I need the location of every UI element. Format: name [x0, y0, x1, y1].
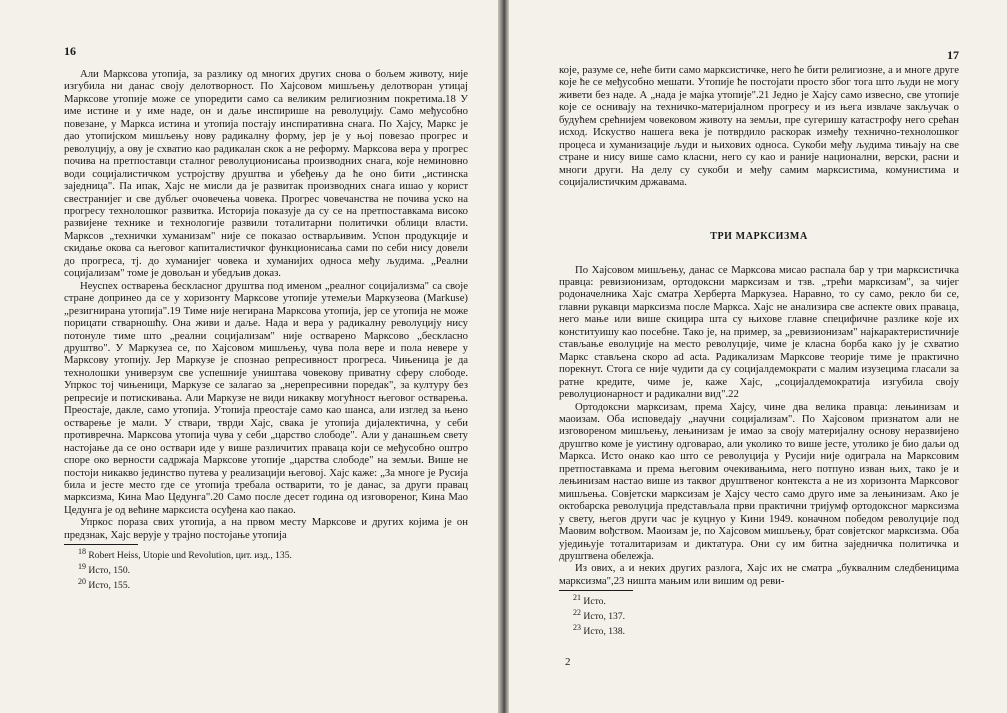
paragraph: Из ових, а и неких других разлога, Хајс их не сматра „буквалним следбеницима марксизма",23 ништа мањим или вишим од реви- — [559, 562, 959, 587]
book-spine — [498, 0, 509, 713]
footnote: $^{19}$ Исто, 150. — [78, 562, 131, 577]
footnote: $^{18}$ Robert Heiss, Utopie und Revolution, цит. изд., 135. — [78, 547, 292, 562]
footnote: $^{23}$ Исто, 138. — [573, 622, 626, 638]
footnote: $^{22}$ Исто, 137. — [573, 608, 626, 623]
paragraph: Ортодоксни марксизам, према Хајсу, чине два велика правца: лењинизам и маоизам. Оба исповедају „научни социјализам". По Хајсовом признатом али не изговореном мишљењу, лењинизам је имао за своју материјалну основу неразвијено друштво коме је уистину одговарао, али уколико то више јесте, утолико је био даљи од Маркса. Исто онако као што се револуција у Русији није одиграла на Марксовим претпоставкама и према његовим очекивањима, него потпуно изван њих, тако је и лењинизам настао више из таквог друштвеног контекста а не из хоризонта Марксовог мишљења. Совјетски марксизам је Хајсу често само друго име за лењинизам. Ако је октобарска револуција представљала први практични тријумф ортодоксног марксизма у свету, његов други час је куцнуо у Кини 1949. коначном победом револуције под Маовим вођством. Маоизам је, по Хајсовом мишљењу, брат совјетског марксизма. Оба уједињује тоталитаризам и диктатура. Они су им битна заједничка политичка и друштвена обележја. — [559, 400, 959, 562]
right-page — [509, 0, 1007, 713]
paragraph: По Хајсовом мишљењу, данас се Марксова мисао распала бар у три марксистичка правца: ревизионизам, ортодоксни марксизам и тзв. „трећи марксизам", за чијег родоначелника Хајс сматра Херберта Маркузеа. Наравно, то су само, рекло би се, главни рукавци марксизма после Маркса. Хајс не анализира све аспекте ових праваца, него мање или више скицира шта су њихове главне специфичне разлике које их конституишу као посебне. Тако је, на пример, за „ревизионизам" најкарактеристичније стављање еволуције на место револуције, чиме је класна борба како ју је схватио Маркс стављена скоро ad acta. Радикализам Марксове теорије тиме је практично порекнут. Стога се није чудити да су социјалдемократи с малим изузецима гласали за ратне кредите, чиме је, каже Хајс, „социјалдемократија изгубила своју револуционарност и радикални вид".22 — [559, 263, 959, 401]
footnote: $^{21}$ Исто. — [573, 593, 606, 608]
paragraph: Неуспех остварења бескласног друштва под именом „реалног социјализма" са своје стране допринео да се у хоризонту Марксове утопије утемељи Маркузеова (Markuse) „резигнирана утопија".19 Тиме није негирана Марксова утопија, јер се утопија не може порицати стварношћу. Она живи и даље. Нада и вера у радикалну револуцију нису потонуле тиме што „реални социјализам" није остварено Марксово „бескласно друштво". У Маркузеа се, по Хајсовом мишљењу, чува пола вере и пола невере у Марксову утопију. Јер Маркузе је спознао репресивност прогреса. Чињеница је да технолошки универзум све успешније уништава човекову приватну сферу слободе. Упркос тој чињеници, Маркузе се залагао за „нерепресивни поредак", за културу без репресије и потискивања. Али Маркузе не види никакву могућност његовог остварења. Преостаје, дакле, само утопија. Утопија преостаје само као шанса, али изглед за њено остварење је мали. У ствари, тврди Хајс, свака је утопија дијалектична, у себи противречна. Марксова утопија чува у себи „царство слободе". Али у данашњем свету настојање да се оно оствари иде у више различитих праваца који се међусобно оштро споре око верности садржаја Марксове утопије „царства слободе" на земљи. Више не постоји никакво јединство путева у реализацији његовој. Хајс каже: „За многе је Русија била и јесте место где се утопија требала остварити, то је данас, за други правац марксизма, Кина Мао Цедунга".20 Само после десет година од изговореног, Кина Мао Цедунга је од већине марксиста осуђена као пакао. — [64, 279, 468, 516]
page-number: 16 — [64, 44, 76, 58]
section-heading: ТРИ МАРКСИЗМА — [710, 230, 808, 242]
footnote-divider — [64, 544, 138, 545]
left-page — [0, 0, 498, 713]
paragraph: Али Марксова утопија, за разлику од многих других снова о бољем животу, није изгубила ни данас своју делотворност. По Хајсовом мишљењу делотворан утицај Марксове утопије може се упоредити само са великим религиозним покретима.18 У име истине и у име наде, он и даље инспирише на револуцију. Само међусобно повезане, у Маркса истина и утопија постају инспиративна снага. По Хајсу, Маркс је дао утопијском мишљењу нову радикалну форму, јер је у њој повезао прогрес и револуцију, а ову је схватио као радикалан скок а не реформу. Марксова вера у прогрес почива на претпоставци сталног револуционисања производних снага, које неминовно води социјалистичком устројству друштва и убеђењу да ће оно бити „истинска заједница". Па ипак, Хајс не мисли да је развитак производних снага ишао у корист свестранијег и све дубљег очовечења човека. Прогрес човечанства не почива уско на прогресу технолошког развитка. Историја показује да су се на претпоставкама високо развијене технике и технологије развили тоталитарни политички облици власти. Марксов „технички хуманизам" није се показао остварљивим. Успон продукције и скидање окова са његовог капиталистичког функционисања сами по себи нису довели до прогреса, тј. до хуманијег човека и хуманијих односа међу људима. „Реални социјализам" томе је довољан и убедљив доказ. — [64, 68, 468, 280]
footnote: $^{20}$ Исто, 155. — [78, 576, 131, 591]
paragraph: Упркос пораза свих утопија, а на првом месту Марксове и других којима је он предзнак, Хајс верује у трајно постојање утопија — [64, 516, 468, 541]
page-number: 17 — [947, 48, 959, 62]
paragraph: које, разуме се, неће бити само марксистичке, него ће бити религиозне, а и многе друге које ће се међусобно мешати. Утопије ће постојати просто због тога што људи не могу живети без наде. А „нада је мајка утопије".21 Једно је Хајсу само извесно, све утопије које се оснивају на техничко-материјалном прогресу и из њега извлаче закључак о будућем срећнијем човековом животу на земљи, пре сугеришу катастрофу него срећан исход. Искуство нашега века је потврдило раскорак између технично-технолошког процеса и хуманизације људи и њихових односа. Сукоби међу људима тињају на све стране и нису више само класни, него су као и раније национални, верски, расни и многи други. На делу су сукоби и међу самим марксистима, комунистима и социјалистичким државама. — [559, 64, 959, 189]
footnote-divider — [559, 590, 633, 591]
signature-mark: 2 — [565, 656, 571, 668]
